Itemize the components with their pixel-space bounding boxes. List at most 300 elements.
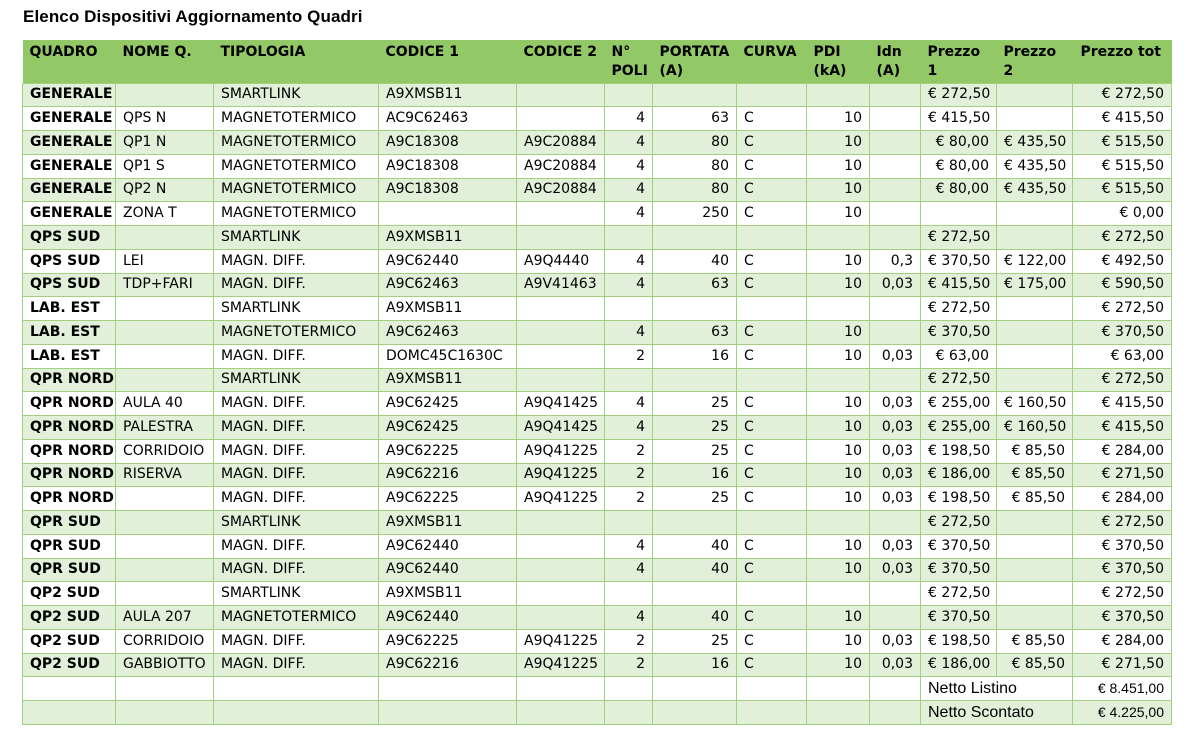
cell-nome <box>116 534 214 558</box>
cell-tipologia: SMARTLINK <box>214 226 379 250</box>
cell-prezzo-tot: € 272,50 <box>1073 511 1172 535</box>
cell-poli: 4 <box>605 416 653 440</box>
cell-tipologia: SMARTLINK <box>214 511 379 535</box>
cell-curva: C <box>737 463 807 487</box>
empty-cell <box>214 701 379 725</box>
cell-idn: 0,03 <box>870 558 921 582</box>
header-nome: NOME Q. <box>116 40 214 83</box>
cell-prezzo-2 <box>997 511 1073 535</box>
cell-nome: QP1 N <box>116 131 214 155</box>
header-codice-2: CODICE 2 <box>517 40 605 83</box>
cell-codice-2 <box>517 107 605 131</box>
cell-codice-2 <box>517 226 605 250</box>
cell-tipologia: MAGN. DIFF. <box>214 344 379 368</box>
empty-cell <box>517 677 605 701</box>
cell-tipologia: MAGN. DIFF. <box>214 273 379 297</box>
cell-nome: QP2 N <box>116 178 214 202</box>
cell-curva: C <box>737 249 807 273</box>
cell-prezzo-tot: € 271,50 <box>1073 653 1172 677</box>
cell-prezzo-2 <box>997 107 1073 131</box>
cell-curva <box>737 368 807 392</box>
cell-curva: C <box>737 629 807 653</box>
cell-idn <box>870 297 921 321</box>
cell-portata: 40 <box>653 249 737 273</box>
cell-codice-1: A9C62225 <box>379 629 517 653</box>
cell-codice-1 <box>379 202 517 226</box>
table-row <box>23 558 1172 582</box>
cell-idn <box>870 321 921 345</box>
cell-poli: 4 <box>605 131 653 155</box>
cell-poli <box>605 226 653 250</box>
cell-tipologia: MAGNETOTERMICO <box>214 202 379 226</box>
cell-idn: 0,03 <box>870 439 921 463</box>
document-title: Elenco Dispositivi Aggiornamento Quadri <box>23 7 363 26</box>
cell-prezzo-1: € 370,50 <box>921 606 997 630</box>
cell-portata: 16 <box>653 653 737 677</box>
table-row <box>23 131 1172 155</box>
cell-idn <box>870 368 921 392</box>
cell-quadro: QPR SUD <box>23 558 116 582</box>
cell-prezzo-2: € 160,50 <box>997 392 1073 416</box>
table-row <box>23 582 1172 606</box>
cell-codice-2: A9Q41225 <box>517 653 605 677</box>
cell-prezzo-tot: € 492,50 <box>1073 249 1172 273</box>
cell-prezzo-tot: € 370,50 <box>1073 558 1172 582</box>
cell-curva <box>737 297 807 321</box>
cell-codice-2 <box>517 606 605 630</box>
cell-tipologia: SMARTLINK <box>214 83 379 107</box>
table-row <box>23 297 1172 321</box>
cell-portata: 25 <box>653 392 737 416</box>
cell-prezzo-tot: € 370,50 <box>1073 606 1172 630</box>
cell-portata <box>653 511 737 535</box>
cell-tipologia: MAGN. DIFF. <box>214 487 379 511</box>
empty-cell <box>653 677 737 701</box>
cell-quadro: LAB. EST <box>23 321 116 345</box>
cell-tipologia: SMARTLINK <box>214 297 379 321</box>
cell-codice-2: A9C20884 <box>517 131 605 155</box>
cell-nome: PALESTRA <box>116 416 214 440</box>
cell-prezzo-1: € 272,50 <box>921 582 997 606</box>
cell-prezzo-1: € 272,50 <box>921 368 997 392</box>
table-row <box>23 534 1172 558</box>
empty-cell <box>379 677 517 701</box>
cell-idn <box>870 107 921 131</box>
cell-idn: 0,03 <box>870 463 921 487</box>
empty-cell <box>870 677 921 701</box>
cell-pdi: 10 <box>807 653 870 677</box>
cell-portata <box>653 297 737 321</box>
cell-curva: C <box>737 273 807 297</box>
cell-portata: 63 <box>653 321 737 345</box>
cell-tipologia: MAGN. DIFF. <box>214 392 379 416</box>
cell-poli: 2 <box>605 439 653 463</box>
cell-curva <box>737 511 807 535</box>
empty-cell <box>807 677 870 701</box>
cell-curva: C <box>737 178 807 202</box>
cell-poli <box>605 83 653 107</box>
cell-codice-1: A9XMSB11 <box>379 83 517 107</box>
cell-codice-1: A9XMSB11 <box>379 226 517 250</box>
table-row <box>23 629 1172 653</box>
cell-codice-1: A9C18308 <box>379 131 517 155</box>
cell-nome: QPS N <box>116 107 214 131</box>
cell-prezzo-2 <box>997 606 1073 630</box>
cell-nome: QP1 S <box>116 154 214 178</box>
cell-portata: 16 <box>653 344 737 368</box>
empty-cell <box>214 677 379 701</box>
cell-poli: 4 <box>605 606 653 630</box>
cell-curva: C <box>737 487 807 511</box>
cell-quadro: GENERALE <box>23 202 116 226</box>
table-row <box>23 249 1172 273</box>
cell-portata: 40 <box>653 558 737 582</box>
cell-pdi <box>807 582 870 606</box>
cell-prezzo-2 <box>997 582 1073 606</box>
cell-prezzo-1: € 370,50 <box>921 558 997 582</box>
cell-idn: 0,03 <box>870 534 921 558</box>
cell-portata: 80 <box>653 131 737 155</box>
cell-codice-2 <box>517 297 605 321</box>
cell-prezzo-1: € 370,50 <box>921 534 997 558</box>
cell-curva: C <box>737 107 807 131</box>
cell-portata: 25 <box>653 487 737 511</box>
cell-codice-2 <box>517 83 605 107</box>
cell-prezzo-2: € 435,50 <box>997 154 1073 178</box>
cell-pdi: 10 <box>807 178 870 202</box>
cell-prezzo-tot: € 0,00 <box>1073 202 1172 226</box>
table-header <box>23 40 1172 83</box>
cell-prezzo-2 <box>997 558 1073 582</box>
cell-quadro: LAB. EST <box>23 344 116 368</box>
cell-quadro: GENERALE <box>23 83 116 107</box>
cell-poli: 4 <box>605 534 653 558</box>
cell-codice-1: AC9C62463 <box>379 107 517 131</box>
cell-poli <box>605 368 653 392</box>
empty-cell <box>870 701 921 725</box>
cell-prezzo-tot: € 415,50 <box>1073 416 1172 440</box>
cell-prezzo-2 <box>997 226 1073 250</box>
cell-codice-1: A9C62216 <box>379 463 517 487</box>
empty-cell <box>807 701 870 725</box>
cell-tipologia: MAGNETOTERMICO <box>214 606 379 630</box>
cell-prezzo-2: € 435,50 <box>997 131 1073 155</box>
cell-portata: 63 <box>653 107 737 131</box>
cell-prezzo-tot: € 63,00 <box>1073 344 1172 368</box>
cell-poli: 4 <box>605 154 653 178</box>
cell-pdi: 10 <box>807 606 870 630</box>
cell-nome <box>116 368 214 392</box>
empty-cell <box>605 701 653 725</box>
cell-codice-1: A9C62463 <box>379 321 517 345</box>
empty-cell <box>653 701 737 725</box>
cell-poli: 4 <box>605 107 653 131</box>
cell-prezzo-1 <box>921 202 997 226</box>
cell-nome: CORRIDOIO <box>116 439 214 463</box>
cell-codice-1: A9C62440 <box>379 558 517 582</box>
cell-curva: C <box>737 606 807 630</box>
cell-quadro: QPR NORD <box>23 392 116 416</box>
cell-prezzo-1: € 370,50 <box>921 249 997 273</box>
total-value: € 4.225,00 <box>1073 701 1172 725</box>
table-row <box>23 202 1172 226</box>
cell-prezzo-2 <box>997 297 1073 321</box>
header-prezzo-1: Prezzo 1 <box>921 40 997 83</box>
cell-poli: 4 <box>605 249 653 273</box>
cell-nome: TDP+FARI <box>116 273 214 297</box>
cell-poli: 2 <box>605 487 653 511</box>
cell-pdi: 10 <box>807 416 870 440</box>
table-row <box>23 273 1172 297</box>
cell-prezzo-2 <box>997 534 1073 558</box>
cell-nome <box>116 558 214 582</box>
cell-pdi: 10 <box>807 202 870 226</box>
cell-pdi: 10 <box>807 249 870 273</box>
cell-nome: RISERVA <box>116 463 214 487</box>
table-row <box>23 416 1172 440</box>
cell-codice-2: A9Q41425 <box>517 416 605 440</box>
cell-nome <box>116 487 214 511</box>
cell-codice-2 <box>517 344 605 368</box>
cell-tipologia: MAGN. DIFF. <box>214 534 379 558</box>
cell-quadro: QPR NORD <box>23 439 116 463</box>
cell-codice-2: A9V41463 <box>517 273 605 297</box>
table-row <box>23 321 1172 345</box>
table-row <box>23 368 1172 392</box>
cell-prezzo-1: € 198,50 <box>921 439 997 463</box>
cell-prezzo-2: € 85,50 <box>997 487 1073 511</box>
cell-nome: CORRIDOIO <box>116 629 214 653</box>
cell-quadro: QP2 SUD <box>23 582 116 606</box>
cell-prezzo-tot: € 415,50 <box>1073 107 1172 131</box>
cell-portata: 25 <box>653 416 737 440</box>
cell-idn: 0,03 <box>870 344 921 368</box>
cell-prezzo-1: € 255,00 <box>921 416 997 440</box>
cell-quadro: QPR NORD <box>23 487 116 511</box>
cell-tipologia: MAGNETOTERMICO <box>214 154 379 178</box>
header-curva: CURVA <box>737 40 807 83</box>
cell-curva: C <box>737 321 807 345</box>
cell-codice-1: A9XMSB11 <box>379 582 517 606</box>
cell-poli: 4 <box>605 202 653 226</box>
table-row <box>23 178 1172 202</box>
cell-tipologia: SMARTLINK <box>214 582 379 606</box>
cell-codice-2: A9Q41425 <box>517 392 605 416</box>
cell-prezzo-2 <box>997 321 1073 345</box>
cell-prezzo-2 <box>997 344 1073 368</box>
cell-poli: 2 <box>605 344 653 368</box>
cell-tipologia: MAGN. DIFF. <box>214 558 379 582</box>
cell-portata <box>653 83 737 107</box>
cell-quadro: QPR NORD <box>23 463 116 487</box>
empty-cell <box>517 701 605 725</box>
cell-idn: 0,03 <box>870 629 921 653</box>
cell-curva: C <box>737 392 807 416</box>
cell-codice-2: A9Q41225 <box>517 487 605 511</box>
cell-codice-2 <box>517 202 605 226</box>
cell-codice-2: A9Q41225 <box>517 463 605 487</box>
cell-quadro: QP2 SUD <box>23 653 116 677</box>
cell-pdi: 10 <box>807 629 870 653</box>
cell-tipologia: MAGN. DIFF. <box>214 249 379 273</box>
header-poli: N° POLI <box>605 40 653 83</box>
cell-idn: 0,03 <box>870 392 921 416</box>
cell-curva: C <box>737 202 807 226</box>
cell-prezzo-1: € 198,50 <box>921 487 997 511</box>
cell-quadro: QP2 SUD <box>23 629 116 653</box>
empty-cell <box>737 701 807 725</box>
cell-idn <box>870 582 921 606</box>
cell-prezzo-1: € 272,50 <box>921 297 997 321</box>
empty-cell <box>116 677 214 701</box>
cell-tipologia: MAGNETOTERMICO <box>214 107 379 131</box>
cell-portata <box>653 226 737 250</box>
cell-codice-1: A9C62225 <box>379 439 517 463</box>
totals-row <box>23 677 1172 701</box>
cell-prezzo-2: € 122,00 <box>997 249 1073 273</box>
header-tipologia: TIPOLOGIA <box>214 40 379 83</box>
cell-nome: LEI <box>116 249 214 273</box>
cell-prezzo-tot: € 272,50 <box>1073 368 1172 392</box>
cell-nome: GABBIOTTO <box>116 653 214 677</box>
cell-nome <box>116 321 214 345</box>
cell-idn <box>870 511 921 535</box>
cell-codice-1: A9C62216 <box>379 653 517 677</box>
cell-prezzo-2 <box>997 202 1073 226</box>
cell-tipologia: MAGNETOTERMICO <box>214 131 379 155</box>
cell-prezzo-1: € 198,50 <box>921 629 997 653</box>
cell-prezzo-2: € 85,50 <box>997 653 1073 677</box>
cell-codice-1: A9XMSB11 <box>379 511 517 535</box>
cell-codice-1: A9C18308 <box>379 154 517 178</box>
cell-nome <box>116 511 214 535</box>
cell-codice-1: A9C62425 <box>379 416 517 440</box>
cell-prezzo-1: € 80,00 <box>921 178 997 202</box>
cell-pdi: 10 <box>807 392 870 416</box>
table-row <box>23 653 1172 677</box>
cell-quadro: GENERALE <box>23 154 116 178</box>
cell-tipologia: MAGN. DIFF. <box>214 629 379 653</box>
cell-prezzo-tot: € 272,50 <box>1073 226 1172 250</box>
cell-pdi: 10 <box>807 107 870 131</box>
cell-pdi: 10 <box>807 131 870 155</box>
cell-curva: C <box>737 439 807 463</box>
cell-tipologia: MAGN. DIFF. <box>214 439 379 463</box>
cell-prezzo-1: € 370,50 <box>921 321 997 345</box>
cell-tipologia: MAGN. DIFF. <box>214 653 379 677</box>
cell-prezzo-2 <box>997 83 1073 107</box>
cell-prezzo-2: € 175,00 <box>997 273 1073 297</box>
cell-prezzo-tot: € 284,00 <box>1073 629 1172 653</box>
cell-prezzo-tot: € 515,50 <box>1073 131 1172 155</box>
cell-codice-1: A9C62440 <box>379 606 517 630</box>
cell-portata: 80 <box>653 154 737 178</box>
devices-table <box>22 40 1172 725</box>
header-row <box>23 40 1172 83</box>
cell-idn <box>870 606 921 630</box>
cell-nome <box>116 226 214 250</box>
cell-codice-1: DOMC45C1630C <box>379 344 517 368</box>
cell-prezzo-2 <box>997 368 1073 392</box>
cell-codice-1: A9C62463 <box>379 273 517 297</box>
cell-idn <box>870 154 921 178</box>
cell-curva: C <box>737 534 807 558</box>
header-quadro: QUADRO <box>23 40 116 83</box>
table-row <box>23 83 1172 107</box>
cell-curva <box>737 226 807 250</box>
cell-codice-2 <box>517 582 605 606</box>
cell-poli: 4 <box>605 558 653 582</box>
cell-prezzo-tot: € 515,50 <box>1073 178 1172 202</box>
total-label: Netto Listino <box>921 677 1073 701</box>
cell-idn <box>870 178 921 202</box>
cell-portata: 80 <box>653 178 737 202</box>
cell-poli <box>605 297 653 321</box>
cell-prezzo-tot: € 515,50 <box>1073 154 1172 178</box>
cell-pdi: 10 <box>807 463 870 487</box>
cell-codice-1: A9C62440 <box>379 249 517 273</box>
cell-poli: 2 <box>605 629 653 653</box>
cell-prezzo-1: € 186,00 <box>921 653 997 677</box>
cell-prezzo-1: € 272,50 <box>921 226 997 250</box>
cell-codice-2: A9Q41225 <box>517 439 605 463</box>
cell-curva: C <box>737 344 807 368</box>
cell-codice-1: A9C18308 <box>379 178 517 202</box>
table-row <box>23 107 1172 131</box>
cell-pdi <box>807 368 870 392</box>
cell-codice-2 <box>517 321 605 345</box>
cell-nome: AULA 207 <box>116 606 214 630</box>
cell-poli: 4 <box>605 321 653 345</box>
cell-pdi: 10 <box>807 273 870 297</box>
cell-prezzo-2: € 160,50 <box>997 416 1073 440</box>
cell-prezzo-tot: € 370,50 <box>1073 321 1172 345</box>
cell-pdi: 10 <box>807 439 870 463</box>
cell-prezzo-1: € 186,00 <box>921 463 997 487</box>
cell-prezzo-1: € 63,00 <box>921 344 997 368</box>
cell-curva <box>737 83 807 107</box>
cell-pdi <box>807 297 870 321</box>
cell-prezzo-tot: € 284,00 <box>1073 487 1172 511</box>
cell-prezzo-tot: € 590,50 <box>1073 273 1172 297</box>
cell-portata: 250 <box>653 202 737 226</box>
cell-tipologia: MAGN. DIFF. <box>214 416 379 440</box>
cell-codice-1: A9XMSB11 <box>379 368 517 392</box>
cell-nome: AULA 40 <box>116 392 214 416</box>
cell-quadro: QPR SUD <box>23 511 116 535</box>
cell-quadro: QPR NORD <box>23 416 116 440</box>
cell-pdi: 10 <box>807 344 870 368</box>
header-idn: Idn (A) <box>870 40 921 83</box>
total-value: € 8.451,00 <box>1073 677 1172 701</box>
cell-pdi: 10 <box>807 558 870 582</box>
table-row <box>23 439 1172 463</box>
cell-portata: 63 <box>653 273 737 297</box>
empty-cell <box>23 701 116 725</box>
header-pdi: PDI (kA) <box>807 40 870 83</box>
cell-portata: 40 <box>653 534 737 558</box>
cell-idn <box>870 131 921 155</box>
table-body <box>23 83 1172 724</box>
cell-pdi <box>807 511 870 535</box>
cell-prezzo-1: € 255,00 <box>921 392 997 416</box>
cell-codice-2: A9C20884 <box>517 154 605 178</box>
cell-prezzo-tot: € 272,50 <box>1073 582 1172 606</box>
cell-idn <box>870 83 921 107</box>
cell-prezzo-1: € 272,50 <box>921 511 997 535</box>
cell-prezzo-tot: € 370,50 <box>1073 534 1172 558</box>
table-row <box>23 487 1172 511</box>
